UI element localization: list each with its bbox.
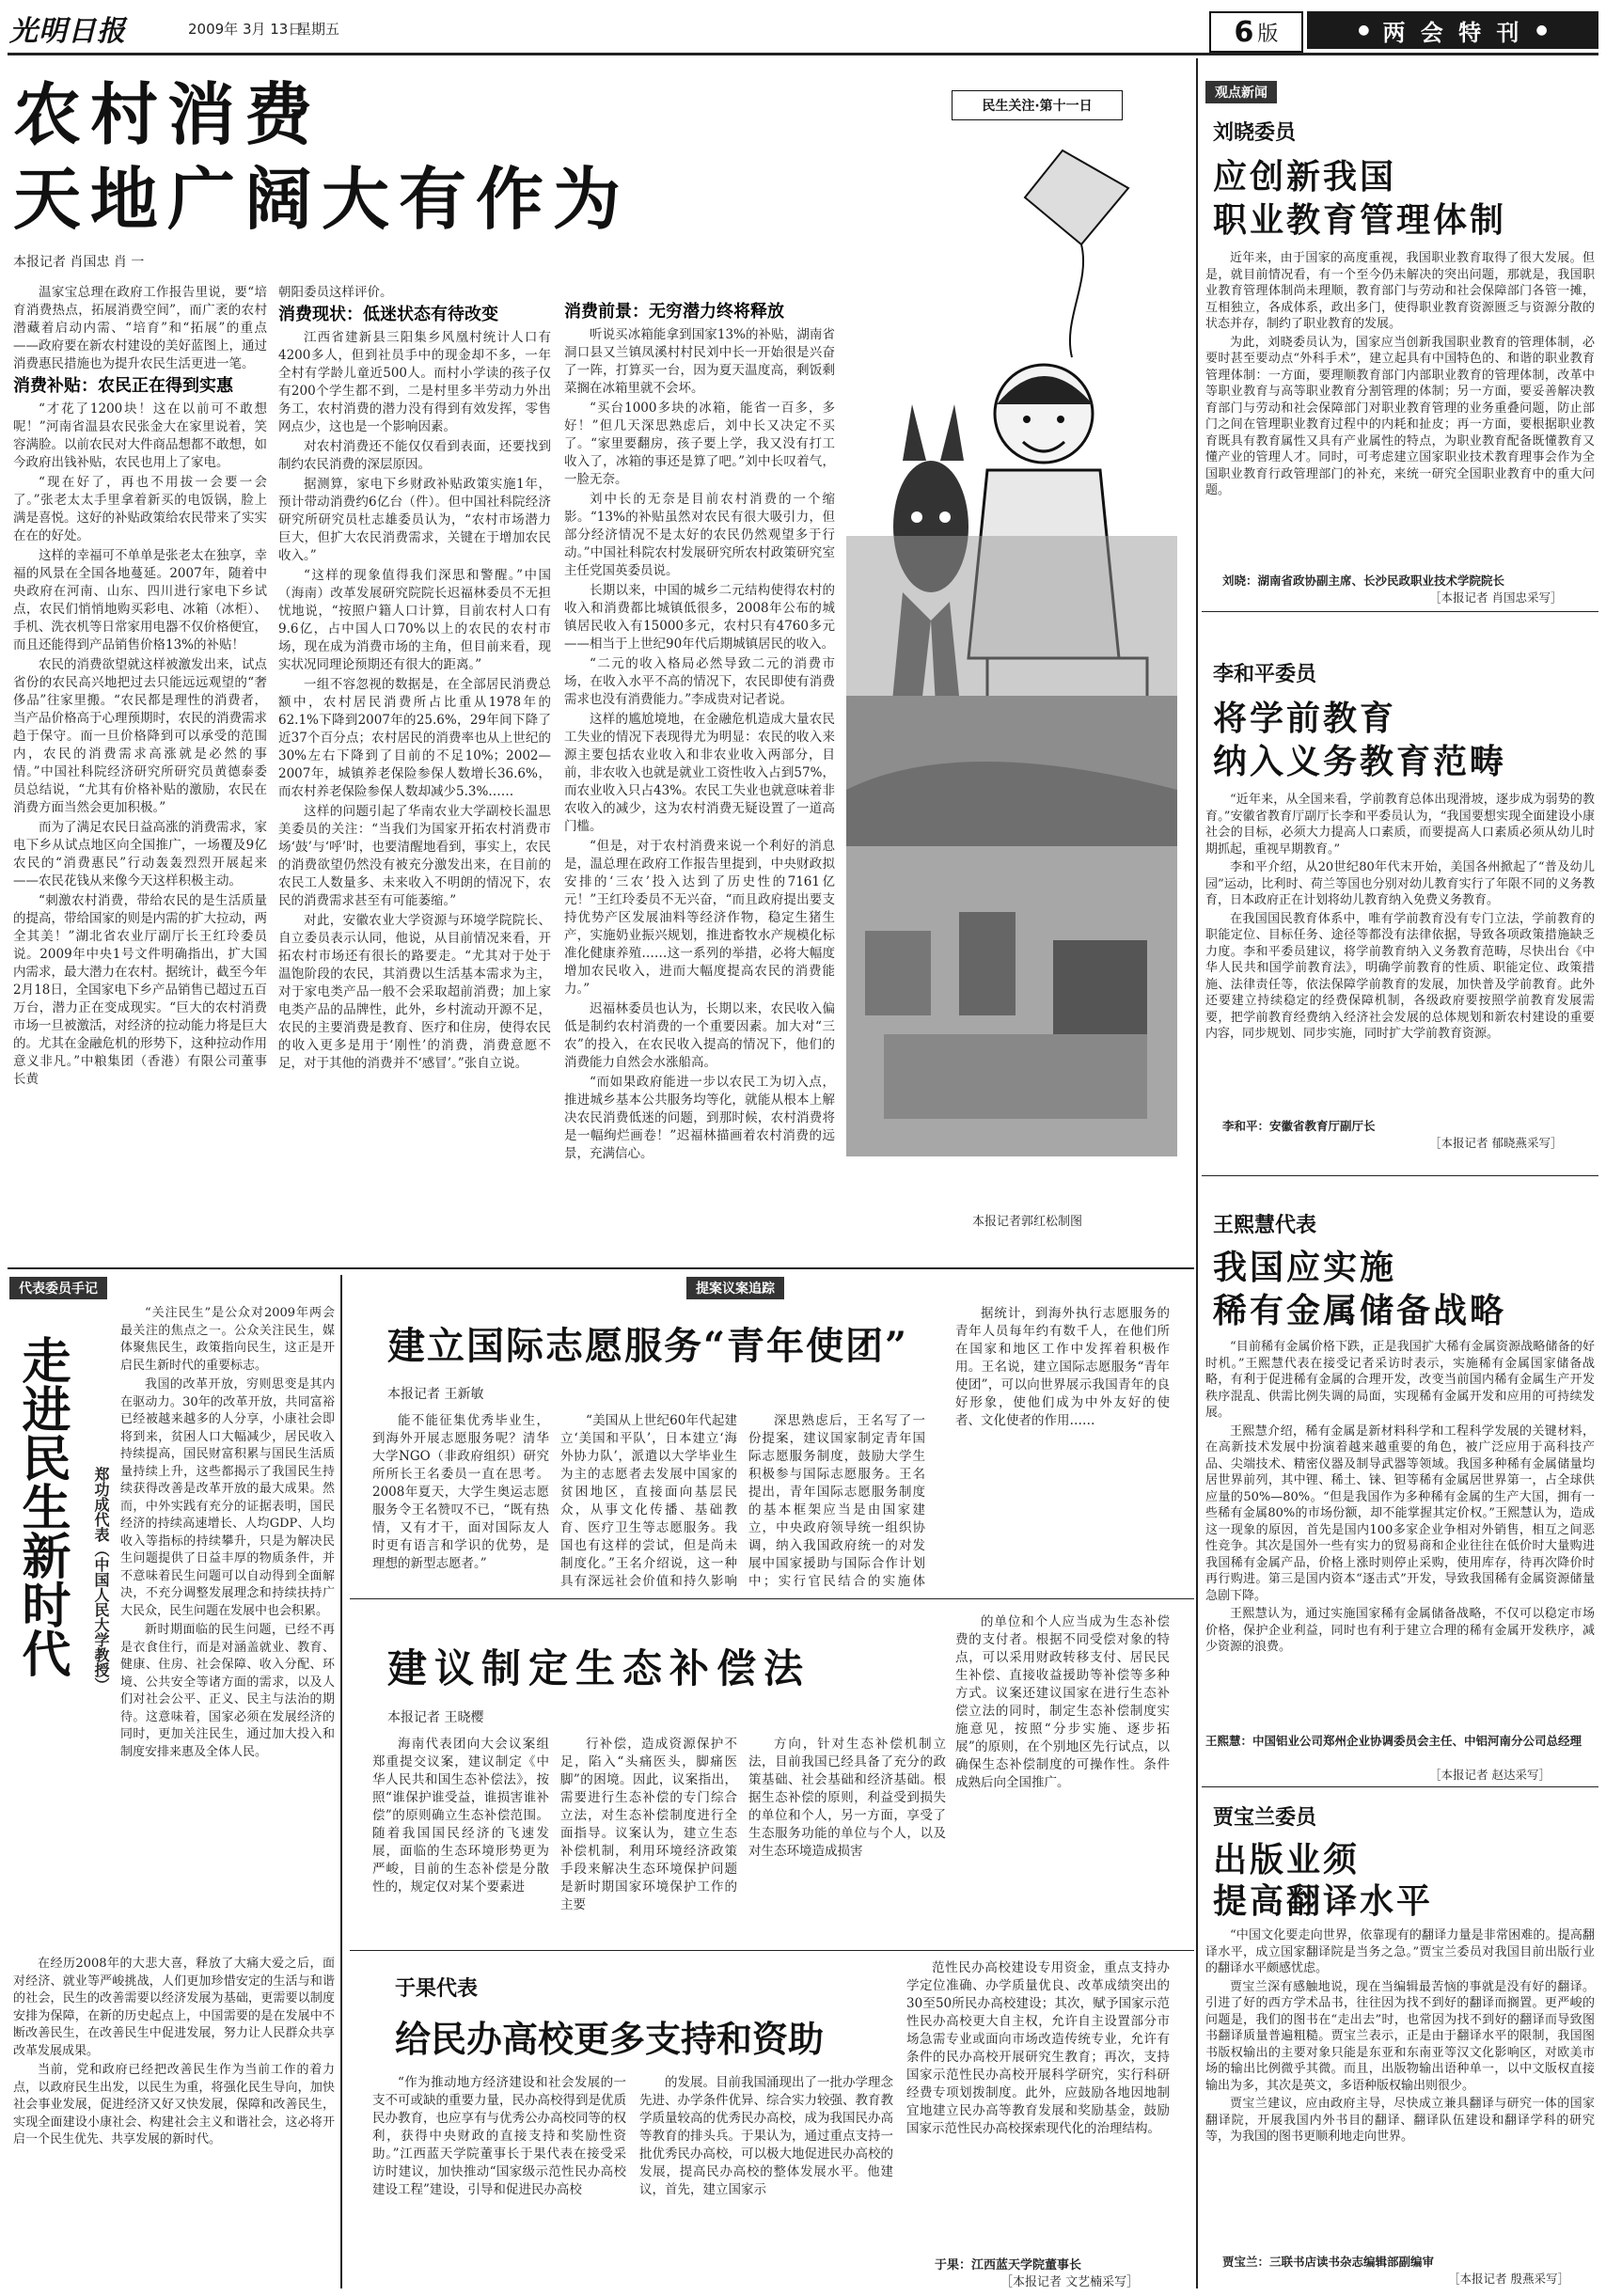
essay-title: 走进民生新时代 <box>13 1335 71 1677</box>
article-column <box>639 2074 893 2287</box>
paragraph: 据统计，到海外执行志愿服务的青年人员每年约有数千人，在他们所在国家和地区工作中发挥着积极作用。王名说，建立国际志愿服务“青年使团”，可以向世界展示我国青年的良好形象，使他们成为中外友好的使者、文化使者的作用…… <box>955 1306 1170 1428</box>
paragraph: 朝阳委员这样评价。 <box>278 285 393 300</box>
paragraph: 这样的问题引起了华南农业大学副校长温思美委员的关注：“当我们为国家开拓农村消费市场‘鼓’与‘呼’时，也要清醒地看到，事实上，农民的消费欲望仍然没有被充分激发出来，在目前的农民工人数量多、未来收入不明朗的情况下，农民的消费需求甚至有可能萎缩。” <box>278 804 551 908</box>
essay-body-top <box>120 1305 335 1954</box>
main-column-2 <box>278 284 551 1224</box>
article-title: 建立国际志愿服务“青年使团” <box>387 1324 909 1368</box>
cartoon-svg <box>846 132 1177 1194</box>
paragraph: “刺激农村消费，带给农民的是生活质量的提高，带给国家的则是内需的扩大拉动，两全其美！”湖北省农业厅副厅长王红玲委员说。2009年中央1号文件明确指出，扩大国内需求，最大潜力在农村。据统计，截至今年2月18日，全国家电下乡产品销售已超过五百万台，潜力正在变成现实。“巨大的农村消费市场一旦被激活，对经济的拉动能力将是巨大的。尤其在金融危机的形势下，这种拉动作用意义非凡。”中粮集团（香港）有限公司董事长黄 <box>13 893 267 1087</box>
article-title: 将学前教育 <box>1213 699 1397 738</box>
subhead: 消费补贴：农民正在得到实惠 <box>13 376 233 396</box>
paragraph: 江西省建新县三阳集乡风凰村统计人口有4200多人，但到社员手中的现金却不多，一年全村有学龄儿童近500人。而村小学读的孩子仅有200个学生都不到，二是村里多半劳动力外出务工，农村消费的潜力没有得到有效发挥，零售网点少，这也是一个影响因素。 <box>278 330 551 434</box>
paragraph: 迟福林委员也认为，长期以来，农民收入偏低是制约农村消费的一个重要因素。加大对“三农”的投入，在农民收入提高的情况下，他们的消费能力自然会水涨船高。 <box>564 1001 835 1070</box>
paragraph: “但是，对于农村消费来说一个利好的消息是，温总理在政府工作报告里提到，中央财政拟安排的‘三农’投入达到了历史性的7161亿元！”王红玲委员不无兴奋，“而且政府提出要支持优势产区发展油料等经济作物，稳定生猪生产，实施奶业振兴规划，推进畜牧水产规模化标准化健康养殖……这一系列的举措，必将大幅度增加农民收入，进而大幅度提高农民的消费能力。” <box>564 839 835 997</box>
speaker-name: 贾宝兰委员 <box>1213 1805 1317 1830</box>
article-divider <box>350 1950 1194 1951</box>
article-divider <box>350 1598 1194 1599</box>
paragraph: 对农村消费还不能仅仅看到表面，还要找到制约农民消费的深层原因。 <box>278 439 551 472</box>
article-divider <box>1202 611 1598 612</box>
paragraph: 这样的幸福可不单单是张老太在独享，幸福的风景在全国各地蔓延。2007年，随着中央政府在河南、山东、四川进行家电下乡试点，农民们悄悄地购买彩电、冰箱（冰柜）、手机、洗衣机等日常家用电器不仅价格便宜，而且还能得到产品销售价格13%的补贴！ <box>13 548 267 653</box>
paragraph: “美国从上世纪60年代起建立‘美国和平队’，日本建立‘海外协力队’，派遣以大学毕业生为主的志愿者去发展中国家的贫困地区，直接面向基层民众，从事文化传播、基础教育、医疗卫生等志愿服务。我国也有这样的尝试，但是尚未制度化。”王名介绍说，这一种具有深远社会价值和持久影响 <box>560 1413 737 1589</box>
essay-author: 郑功成代表（中国人民大学教授） <box>92 1467 110 1692</box>
paragraph: 据测算，家电下乡财政补贴政策实施1年，预计带动消费约6亿台（件）。但中国社科院经济研究所研究员杜志雄委员认为，“农村市场潜力巨大，但扩大农民消费需求，关键在于增加农民收入。” <box>278 477 551 563</box>
column-tag: 民生关注·第十一日 <box>982 99 1093 114</box>
paragraph: 近年来，由于国家的高度重视，我国职业教育取得了很大发展。但是，就目前情况看，有一个至今仍未解决的突出问题，那就是，我国职业教育管理体制尚未理顺，教育部门与劳动和社会保障部门各管一摊，互相独立，各成体系，政出多门，使得职业教育资源匮乏与资源分散的状态并存，制约了职业教育的发展。 <box>1205 251 1595 331</box>
article-signature: 刘晓：湖南省政协副主席、长沙民政职业技术学院院长 <box>1222 574 1505 588</box>
article-title: 提高翻译水平 <box>1213 1881 1434 1921</box>
article-divider <box>1202 1786 1598 1787</box>
paragraph: 深思熟虑后，王名写了一份提案，建议国家制定青年国际志愿服务制度，鼓励大学生积极参与国际志愿服务。王名提出，青年国际志愿服务制度的基本框架应当是由国家建立，中央政府领导统一组织协调，纳入我国政府统一的对发展中国家援助与国际合作计划中；实行官民结合的实施体 <box>748 1413 925 1589</box>
article-column <box>560 1412 737 1591</box>
article-column <box>748 1412 925 1591</box>
paragraph: 在经历2008年的大悲大喜，释放了大痛大爱之后，面对经济、就业等严峻挑战，人们更加珍惜安定的生活与和谐的社会，民生的改善需要以经济发展为基础，更需要以制度安排为保障，在新的历史起点上，中国需要的是在发展中不断改善民生，在改善民生中促进发展，努力让人民群众共享改革发展成果。 <box>13 1957 335 2058</box>
article-divider <box>1202 1175 1598 1176</box>
speaker-name: 李和平委员 <box>1213 662 1317 686</box>
paragraph: “现在好了，再也不用拔一会要一会了。”张老太太手里拿着新买的电饭锅，脸上满是喜悦。这好的补贴政策给农民带来了实实在在的好处。 <box>13 475 267 543</box>
article-credit: ［本报记者 肖国忠采写］ <box>1429 590 1563 605</box>
article-title: 建议制定生态补偿法 <box>387 1645 811 1691</box>
article-credit: ［本报记者 郁晓燕采写］ <box>1429 1136 1563 1150</box>
article-title: 出版业须 <box>1213 1840 1361 1879</box>
headline-line-1: 农村消费 <box>13 74 323 154</box>
paragraph: “近年来，从全国来看，学前教育总体出现滑坡，逐步成为弱势的教育。”安徽省教育厅副厅长李和平委员认为，“我国要想实现全面建设小康社会的目标，必须大力提高人口素质，而要提高人口素质必须从幼儿时期抓起，重视早期教育。” <box>1205 793 1595 857</box>
paragraph: 长期以来，中国的城乡二元结构使得农村的收入和消费都比城镇低很多，2008年公布的城镇居民收入有15000多元，农村只有4760多元——相当于上世纪90年代后期城镇居民的收入。 <box>564 583 835 652</box>
bullet-icon: ● <box>1535 23 1548 38</box>
main-column-1 <box>13 284 267 1224</box>
article-title: 给民办高校更多支持和资助 <box>395 2018 825 2060</box>
article-column <box>955 1305 1170 1591</box>
article-column <box>1205 250 1595 570</box>
speaker-name: 刘晓委员 <box>1213 120 1297 145</box>
paragraph: 农民的消费欲望就这样被激发出来，试点省份的农民高兴地把过去只能远远观望的“奢侈品”往家里搬。“农民都是理性的消费者，当产品价格高于心理预期时，农民的消费需求趋于保守。而一旦价格降到可以承受的范围内，农民的消费需求高涨就是必然的事情。”中国社科院经济研究所研究员黄德泰委员总结说，“尤其有价格补贴的激励，农民在消费方面当然会更加积极。” <box>13 657 267 815</box>
masthead-date: 2009年 3月 13日 <box>188 21 303 38</box>
masthead-logo[interactable]: 光明日报 <box>9 15 126 48</box>
article-byline: 本报记者 王新敏 <box>387 1387 484 1402</box>
cartoon-illustration <box>846 132 1177 1194</box>
article-title: 职业教育管理体制 <box>1213 200 1507 240</box>
article-title: 我国应实施 <box>1213 1248 1397 1287</box>
article-column <box>372 1412 549 1591</box>
article-column <box>1205 792 1595 1115</box>
masthead-rule <box>8 53 1598 55</box>
article-credit: ［本报记者 殷燕采写］ <box>1448 2272 1569 2286</box>
paragraph: 听说买冰箱能拿到国家13%的补贴，湖南省洞口县又兰镇凤溪村村民刘中长一开始很是兴奋了一阵，打算买一台，因为夏天温度高，剩饭剩菜搁在冰箱里就不会坏。 <box>564 327 835 396</box>
column-tag-box <box>952 90 1123 120</box>
article-column <box>906 1959 1170 2247</box>
paragraph: 海南代表团向大会议案组郑重提交议案，建议制定《中华人民共和国生态补偿法》，按照“谁保护谁受益，谁损害谁补偿”的原则确立生态补偿范围。随着我国国民经济的飞速发展，面临的生态环境形势更为严峻，目前的生态补偿是分散性的，规定仅对某个要素进 <box>372 1737 549 1895</box>
subhead: 消费现状：低迷状态有待改变 <box>278 305 498 324</box>
article-title: 稀有金属储备战略 <box>1213 1291 1507 1330</box>
paragraph: 对此，安徽农业大学资源与环境学院院长、自立委员表示认同，他说，从目前情况来看，开拓农村市场还有很长的路要走。“尤其对于处于温饱阶段的农民，其消费以生活基本需求为主，对于家电类产品一般不会采取超前消费；加上家电类产品的品牌性，此外，乡村流动开源不足，农民的主要消费是教育、医疗和住房，使得农民的收入更多是用于‘刚性’的消费，消费意愿不足，对于其他的消费并不‘感冒’。”张自立说。 <box>278 913 551 1071</box>
main-column-3 <box>564 299 835 1225</box>
paragraph: “而如果政府能进一步以农民工为切入点，推进城乡基本公共服务均等化，就能从根本上解决农民消费低迷的问题，到那时候，农村消费将是一幅绚烂画卷！”迟福林描画着农村消费的远景，充满信心。 <box>564 1075 835 1161</box>
article-byline: 本报记者 王晓樱 <box>387 1710 484 1725</box>
page-number-box <box>1209 11 1303 53</box>
headline-line-2: 天地广阔大有作为 <box>13 159 631 239</box>
article-column <box>372 1736 549 1942</box>
article-credit: ［本报记者 文艺楠采写］ <box>1000 2275 1140 2289</box>
paragraph: “才花了1200块！这在以前可不敢想呢！”河南省温县农民张金大在家里说着，笑容满脸。以前农民对大件商品想都不敢想，如今政府出钱补贴，农民也用上了家电。 <box>13 401 267 470</box>
paragraph: 温家宝总理在政府工作报告里说，要“培育消费热点，拓展消费空间”，而广袤的农村潜藏着启动内需、“培育”和“拓展”的重点——政府要在新农村建设的美好蓝图上，通过消费惠民措施也为提升农民生活更进一笔。 <box>13 285 267 371</box>
article-column <box>372 2074 626 2287</box>
essay-body-bottom <box>13 1956 335 2285</box>
paragraph: “二元的收入格局必然导致二元的消费市场，在收入水平不高的情况下，农民即使有消费需求也没有消费能力。”李成贵对记者说。 <box>564 656 835 707</box>
article-column <box>560 1736 737 1942</box>
page-unit: 版 <box>1257 22 1279 46</box>
article-column <box>748 1736 946 1942</box>
article-credit: ［本报记者 赵达采写］ <box>1429 1768 1551 1782</box>
paragraph: 方向，针对生态补偿机制立法，目前我国已经具备了充分的政策基础、社会基础和经济基础。根据生态补偿的原则，利益受到损失的单位和个人，另一方面，享受了生态服务功能的单位与个人，以及对生态环境造成损害 <box>748 1737 946 1859</box>
page-number: 6 <box>1234 15 1254 49</box>
paragraph: 当前，党和政府已经把改善民生作为当前工作的着力点，以政府民生出发，以民生为重，将强化民生导向，加快社会事业发展，促进经济又好又快发展，保障和改善民生，实现全面建设小康社会、构建社会主义和谐社会，这必将开启一个民生优先、共享发展的新时代。 <box>13 2063 335 2147</box>
article-column <box>955 1613 1170 1942</box>
paragraph: 我国的改革开放，穷则思变是其内在驱动力。30年的改革开放，共同富裕已经被越来越多的人分享，小康社会即将到来，贫困人口大幅减少，居民收入持续提高，国民财富积累与国民生活质量持续上升，这些都揭示了我国民生持续获得改善是改革开放的最大成果。然而，中外实践有充分的证据表明，国民经济的持续高速增长、人均GDP、人均收入等指标的持续攀升，只是为解决民生问题提供了日益丰厚的物质条件，并不意味着民生问题可以自动得到全面解决，不充分调整发展理念和持续扶持广大民众，民生问题在发展中也会积累。 <box>120 1377 335 1618</box>
paragraph: 能不能征集优秀毕业生，到海外开展志愿服务呢？清华大学NGO（非政府组织）研究所所长王名委员一直在思考。2008年夏天，大学生奥运志愿服务令王名赞叹不已，“既有热情，又有才干，面对国际友人时更有语言和学识的优势，是理想的新型志愿者。” <box>372 1413 549 1571</box>
right-column-divider <box>1196 58 1198 2288</box>
paragraph: “关注民生”是公众对2009年两会最关注的焦点之一。公众关注民生，媒体聚焦民生，政策指向民生，这正是开启民生新时代的重要标志。 <box>120 1306 335 1373</box>
section-tag: 代表委员手记 <box>9 1277 107 1299</box>
main-bottom-rule <box>8 1267 1194 1269</box>
article-column <box>1205 1927 1595 2247</box>
speaker-name: 王熙慧代表 <box>1213 1213 1317 1237</box>
article-title: 纳入义务教育范畴 <box>1213 742 1507 781</box>
article-column <box>1205 1339 1595 1730</box>
section-tag: 提案议案追踪 <box>686 1277 784 1299</box>
paragraph: 的发展。目前我国涌现出了一批办学理念先进、办学条件优异、综合实力较强、教育教学质量较高的优秀民办高校，成为我国民办高等教育的排头兵。于果认为，通过重点支持一批优秀民办高校，可以极大地促进民办高校的发展，提高民办高校的整体发展水平。他建议，首先，建立国家示 <box>639 2075 893 2197</box>
paragraph: 贾宝兰深有感触地说，现在当编辑最苦恼的事就是没有好的翻译。引进了好的西方学术品书，往往因为找不到好的翻译而搁置。更严峻的问题是，我们的图书在“走出去”时，也常因为找不到好的翻译而导致图书翻译质量普遍粗糙。贾宝兰表示，正是由于翻译水平的限制，我国图书版权输出的主要对象只能是东亚和东南亚等汉文化影响区，对欧美市场的输出比例微乎其微。而且，出版物输出语种单一，以中文版权直接输出为多，其次是英文，多语种版权输出则很少。 <box>1205 1979 1595 2093</box>
paragraph: “这样的现象值得我们深思和警醒。”中国（海南）改革发展研究院院长迟福林委员不无担忧地说，“按照户籍人口计算，目前农村人口有9.6亿，占中国人口70%以上的农民的农村市场，现在成为消费市场的主角，但目前来看，现实状况同理论预期还有很大的距离。” <box>278 568 551 672</box>
paragraph: 王熙慧认为，通过实施国家稀有金属储备战略，不仅可以稳定市场价格，保护企业利益，同时也有利于建立合理的稀有金属开发秩序，减少资源的浪费。 <box>1205 1607 1595 1654</box>
subhead: 消费前景：无穷潜力终将释放 <box>564 302 784 322</box>
paragraph: “作为推动地方经济建设和社会发展的一支不可或缺的重要力量，民办高校得到是优质民办教育，也应享有与优秀公办高校同等的权利，获得中央财政的直接支持和奖励性资助。”江西蓝天学院董事长于果代表在接受采访时建议，加快推动“国家级示范性民办高校建设工程”建设，引导和促进民办高校 <box>372 2075 626 2197</box>
article-signature: 于果：江西蓝天学院董事长 <box>935 2258 1082 2272</box>
paragraph: 而为了满足农民日益高涨的消费需求，家电下乡从试点地区向全国推广，一场覆及9亿农民的“消费惠民”行动轰轰烈烈开展起来——农民花钱从来像今天这样积极主动。 <box>13 820 267 889</box>
paragraph: 新时期面临的民生问题，已经不再是衣食住行，而是对涵盖就业、教育、健康、住房、社会保障、收入分配、环境、公共安全等诸方面的需求，以及人们对社会公平、正义、民主与法治的期待。这意味着，国家必须在发展经济的同时，更加关注民生，通过加大投入和制度安排来惠及全体人民。 <box>120 1623 335 1759</box>
article-signature: 李和平：安徽省教育厅副厅长 <box>1222 1119 1376 1133</box>
paragraph: 范性民办高校建设专用资金，重点支持办学定位准确、办学质量优良、改革成绩突出的30至50所民办高校建设；其次，赋予国家示范性民办高校更大自主权，允许自主设置部分市场急需专业或面向市场改造传统专业，允许有条件的民办高校开展研究生教育；再次，支持国家示范性民办高校开展科学研究，实行科研经费专项划拨制度。此外，应鼓励各地因地制宜地建立民办高等教育发展和奖励基金，鼓励国家示范性民办高校探索现代化的治理结构。 <box>906 1960 1170 2136</box>
cartoon-credit: 本报记者郭红松制图 <box>972 1215 1083 1229</box>
paragraph: “买台1000多块的冰箱，能省一百多，多好！”但几天深思熟虑后，刘中长又决定不买了。“家里要翻房，孩子要上学，我又没有打工收入了，冰箱的事还是算了吧。”刘中长叹着气，一脸无奈。 <box>564 401 835 487</box>
masthead-weekday: 星期五 <box>297 21 340 38</box>
paragraph: 刘中长的无奈是目前农村消费的一个缩影。“13%的补贴虽然对农民有很大吸引力，但部分经济情况不是太好的农民仍然观望多于行动。”中国社科院农村发展研究所农村政策研究室主任党国英委员说。 <box>564 492 835 578</box>
paragraph: 一组不容忽视的数据是，在全部居民消费总额中，农村居民消费所占比重从1978年的62.1%下降到2007年的25.6%，29年间下降了近37个百分点；农村居民的消费率也从上世纪的30%左右下降到了目前的不足10%；2002—2007年，城镇养老保险参保人数增长36.6%，而农村养老保险参保人数却减少5.3%…… <box>278 677 551 799</box>
bullet-icon: ● <box>1358 23 1370 38</box>
paragraph: “中国文化要走向世界，依靠现有的翻译力量是非常困难的。提高翻译水平，成立国家翻译院是当务之急。”贾宝兰委员对我国目前出版行业的翻译水平颇感忧虑。 <box>1205 1928 1595 1975</box>
section-banner <box>1307 11 1598 49</box>
paragraph: 的单位和个人应当成为生态补偿费的支付者。根据不同受偿对象的特点，可以采用财政转移支付、居民民生补偿、直接收益援助等补偿等多种方式。议案还建议国家在进行生态补偿立法的同时，制定生态补偿制度实施意见，按照“分步实施、逐步拓展”的原则，在个别地区先行试点，以确保生态补偿制度的可操作性。条件成熟后向全国推广。 <box>955 1614 1170 1790</box>
paragraph: 这样的尴尬境地，在金融危机造成大量农民工失业的情况下表现得尤为明显：农民的收入来源主要包括农业收入和非农业收入两部分，目前，非农收入也就是就业工资性收入占到57%，而农业收入只占43%。农民工失业也就意味着非农收入的减少，这为农村消费无疑设置了一道高门槛。 <box>564 712 835 834</box>
section-title: 两 会 特 刊 <box>1382 19 1523 46</box>
paragraph: 王熙慧介绍，稀有金属是新材料科学和工程科学发展的关键材料，在高新技术发展中扮演着越来越重要的角色，被广泛应用于高科技产品、尖端技术、精密仪器及制导武器等领域。我国多种稀有金属储量均居世界前列，其中锂、稀土、铼、钽等稀有金属居世界第一，占全球供应量的50%—80%。“但是我国作为多种稀有金属的生产大国，拥有一些稀有金属80%的市场份额，却不能掌握其定价权。”王熙慧认为，造成这一现象的原因，首先是国内100多家企业争相对外销售，相互之间恶性竞争。其次是国外一些有实力的贸易商和企业往往在低价时大量购进我国稀有金属产品，价格上涨时则停止采购，使用库存，待再次降价时再行购进。第三是国内资本“逐击式”开发，导致我国稀有金属资源储量急剧下降。 <box>1205 1423 1595 1603</box>
article-signature: 贾宝兰：三联书店读书杂志编辑部副编审 <box>1222 2255 1435 2269</box>
main-byline: 本报记者 肖国忠 肖 一 <box>13 255 145 270</box>
article-signature: 王熙慧：中国铝业公司郑州企业协调委员会主任、中铝河南分公司总经理 <box>1205 1734 1582 1748</box>
paragraph: 为此，刘晓委员认为，国家应当创新我国职业教育的管理体制，必要时甚至要动点“外科手术”，建立起具有中国特色的、和谐的职业教育管理体制：一方面，要理顺教育部门内部职业教育的管理体制，改革中等职业教育与高等职业教育分割管理的体制；另一方面，要妥善解决教育部门与劳动和社会保障部门对职业教育管理的业务重叠问题，防止部门之间在管理职业教育过程中的内耗和扯皮；再一方面，要根据职业教育既具有教育属性又具有产业属性的特点，为职业教育配备既懂教育又懂产业的管理人才。同时，可考虑建立国家职业技术教育理事会作为全国职业教育行政管理部门的补充，来统一研究全国职业教育中的重大问题。 <box>1205 335 1595 497</box>
paragraph: “目前稀有金属价格下跌，正是我国扩大稀有金属资源战略储备的好时机。”王熙慧代表在接受记者采访时表示，实施稀有金属国家储备战略，有利于促进稀有金属的合理开发，改变当前国内稀有金属生产开发秩序混乱、供需比例失调的局面，实现稀有金属开发和应用的可持续发展。 <box>1205 1340 1595 1420</box>
essay-divider <box>340 1275 342 2288</box>
paragraph: 在我国国民教育体系中，唯有学前教育没有专门立法，学前教育的职能定位、目标任务、途径等都没有法律依据，导致各项政策措施缺乏力度。李和平委员建议，将学前教育纳入义务教育范畴，尽快出台《中华人民共和国学前教育法》，明确学前教育的性质、职能定位、政策措施、法律责任等，依法保障学前教育的发展，加快普及学前教育。此外还要建立持续稳定的经费保障机制，各级政府要按照学前教育发展需要，把学前教育经费纳入经济社会发展的总体规划和新农村建设的重要内容，同步规划、同步实施，同时扩大学前教育资源。 <box>1205 911 1595 1041</box>
speaker-name: 于果代表 <box>395 1976 479 2001</box>
paragraph: 李和平介绍，从20世纪80年代末开始，美国各州掀起了“普及幼儿园”运动，比利时、荷兰等国也分别对幼儿教育实行了年限不同的义务教育，日本政府正在计划将幼儿教育纳入免费义务教育。 <box>1205 860 1595 907</box>
section-tag: 观点新闻 <box>1205 81 1277 103</box>
paragraph: 贾宝兰建议，应由政府主导，尽快成立兼具翻译与研究一体的国家翻译院，开展我国内外书目的翻译、翻译队伍建设和翻译学科的研究等，为我国的图书更顺利地走向世界。 <box>1205 2097 1595 2144</box>
article-title: 应创新我国 <box>1213 157 1397 197</box>
paragraph: 行补偿，造成资源保护不足，陷入“头痛医头，脚痛医脚”的困境。因此，议案指出，需要进行生态补偿的专门综合立法，对生态补偿制度进行全面指导。议案认为，建立生态补偿机制，利用环境经济政策手段来解决生态环境保护问题是新时期国家环境保护工作的主要 <box>560 1737 737 1912</box>
